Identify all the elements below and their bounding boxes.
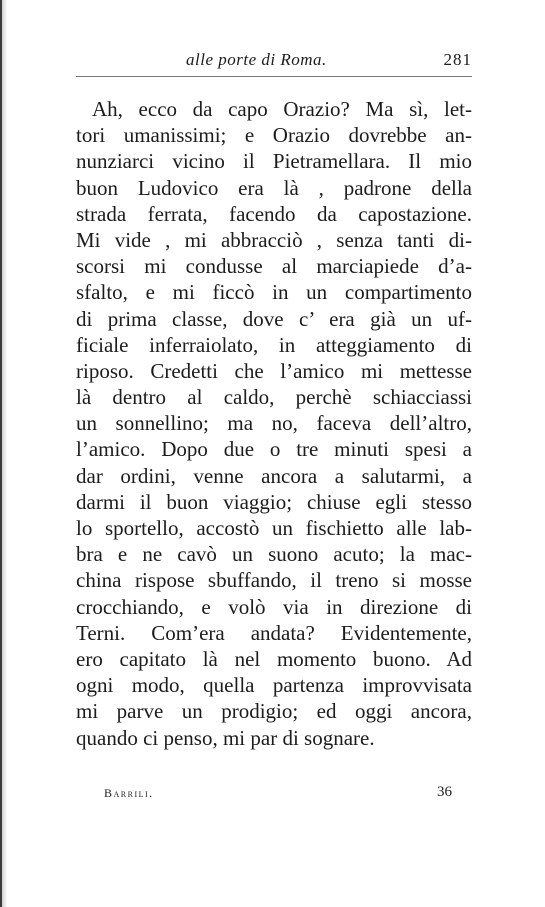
text-line: ficiale inferraiolato, in atteggiamento di bbox=[76, 332, 472, 357]
text-line: quando ci penso, mi par di sognare. bbox=[76, 725, 375, 750]
text-line: china rispose sbuffando, il treno si mosse bbox=[76, 568, 472, 593]
text-line: scorsi mi condusse al marciapiede d’a- bbox=[76, 254, 472, 279]
text-line: crocchiando, e volò via in direzione di bbox=[76, 594, 472, 619]
text-line: lo sportello, accostò un fischietto alle lab- bbox=[76, 516, 472, 540]
text-line: sfalto, e mi ficcò in un compartimento bbox=[76, 280, 472, 305]
body-text bbox=[76, 96, 472, 751]
text-line: nunziarci vicino il Pietramellara. Il mio bbox=[76, 149, 472, 174]
text-line: buon Ludovico era là , padrone della bbox=[76, 175, 472, 200]
text-line: dar ordini, venne ancora a salutarmi, a bbox=[76, 463, 472, 488]
text-line: bra e ne cavò un suono acuto; la mac- bbox=[76, 542, 472, 567]
text-line: di prima classe, dove c’ era già un uf- bbox=[76, 306, 472, 331]
text-line: tori umanissimi; e Orazio dovrebbe an- bbox=[76, 123, 472, 148]
page-header bbox=[76, 48, 472, 78]
text-line: Ah, ecco da capo Orazio? Ma sì, let- bbox=[92, 97, 472, 121]
text-line: un sonnellino; ma no, faceva dell’altro, bbox=[76, 411, 472, 436]
page-number: 281 bbox=[443, 50, 472, 69]
text-line: là dentro al caldo, perchè schiacciassi bbox=[76, 385, 472, 410]
header-rule bbox=[76, 76, 472, 77]
text-line: ero capitato là nel momento buono. Ad bbox=[76, 646, 472, 671]
text-line: l’amico. Dopo due o tre minuti spesi a bbox=[76, 437, 472, 462]
text-line: riposo. Credetti che l’amico mi mettesse bbox=[76, 358, 472, 383]
page-footer bbox=[76, 786, 472, 810]
text-line: darmi il buon viaggio; chiuse egli stesso bbox=[76, 489, 472, 514]
binding-edge bbox=[0, 0, 7, 907]
text-line: ogni modo, quella partenza improvvisata bbox=[76, 673, 472, 698]
text-line: Mi vide , mi abbracciò , senza tanti di- bbox=[76, 227, 472, 252]
sheet-number: 36 bbox=[437, 784, 452, 800]
running-title: alle porte di Roma. bbox=[186, 50, 327, 69]
text-line: mi parve un prodigio; ed oggi ancora, bbox=[76, 699, 472, 724]
text-line: strada ferrata, facendo da capostazione. bbox=[76, 201, 472, 226]
text-line: Terni. Com’era andata? Evidentemente, bbox=[76, 620, 472, 645]
author-signature: Barrili. bbox=[104, 786, 154, 800]
